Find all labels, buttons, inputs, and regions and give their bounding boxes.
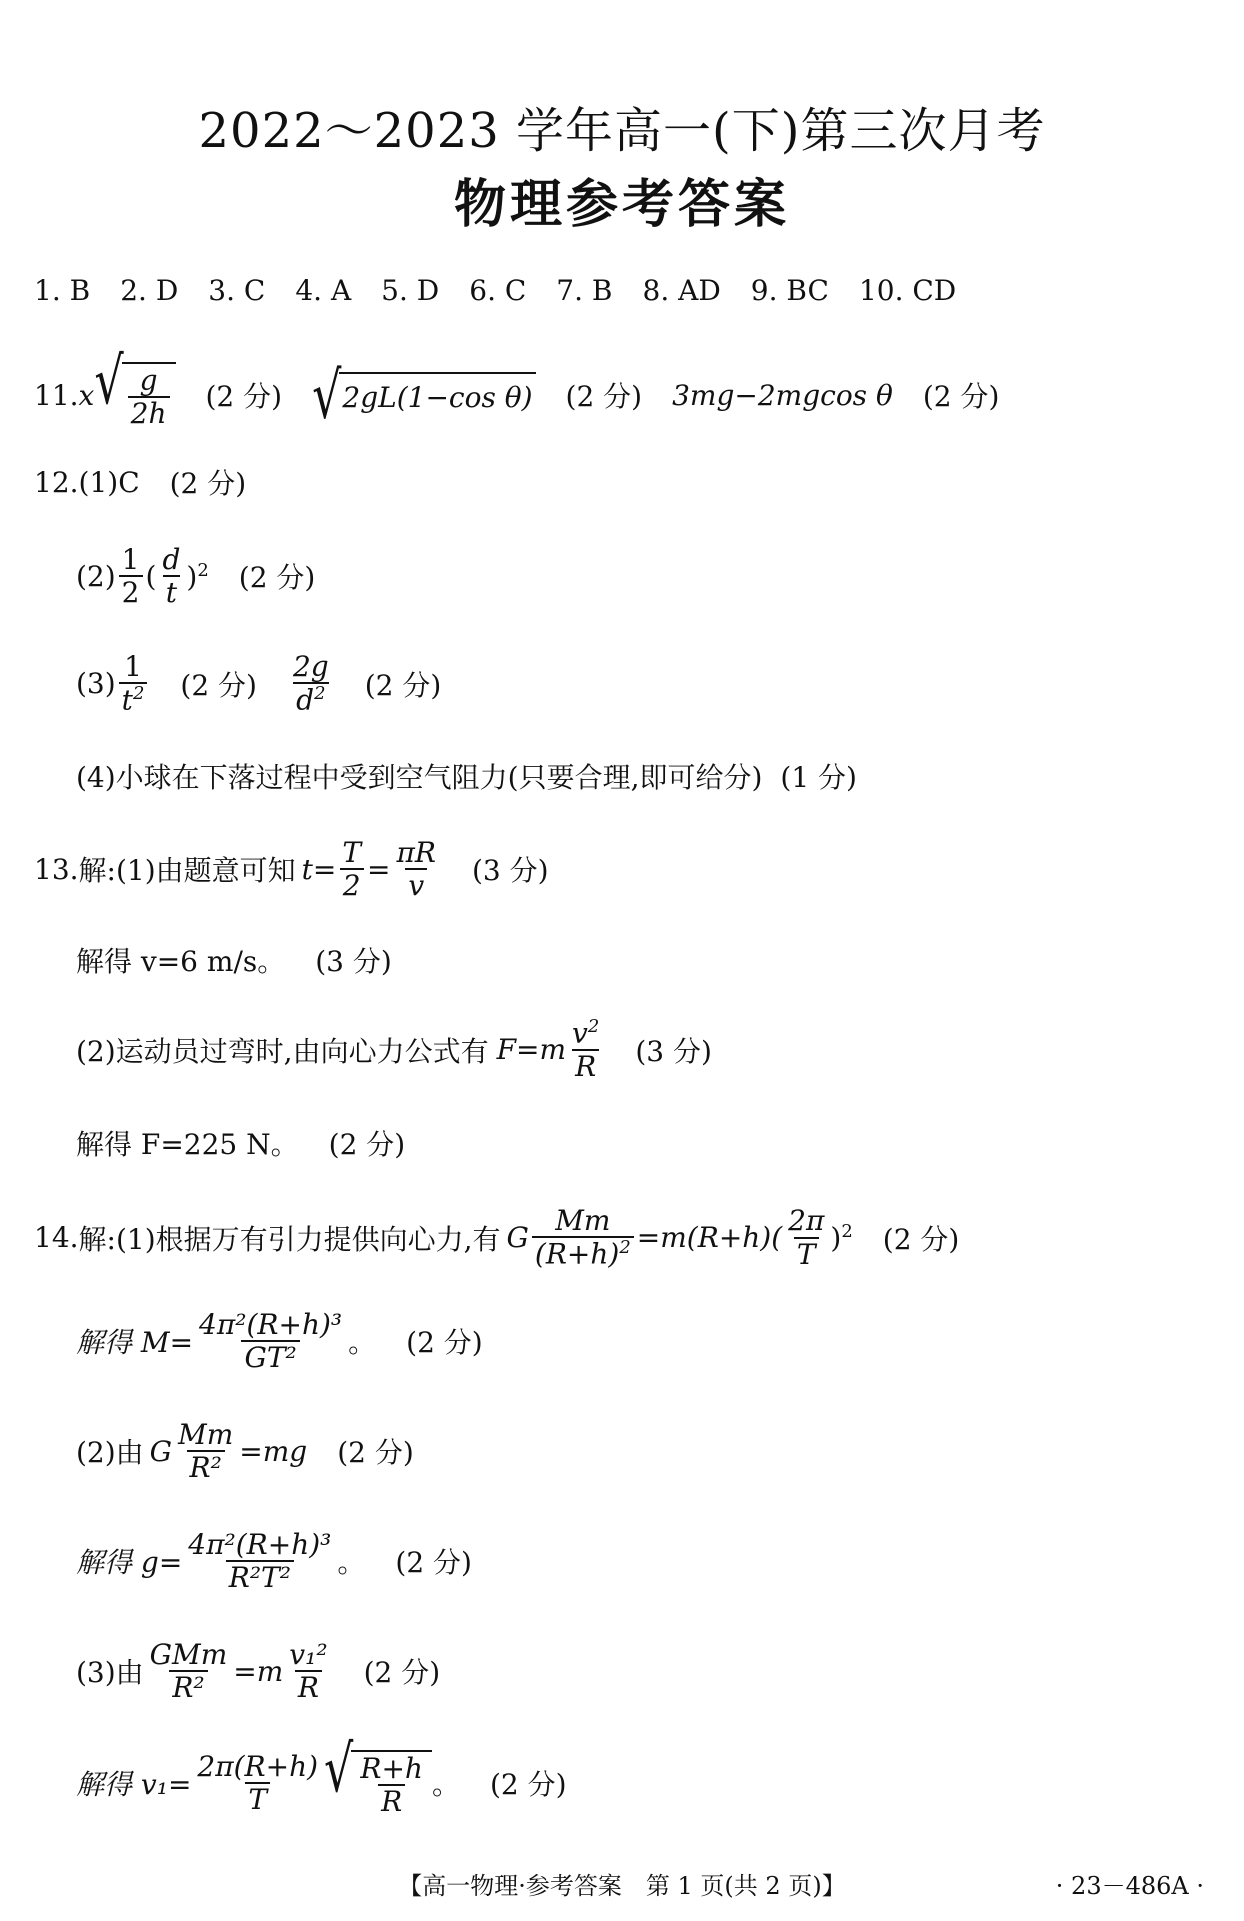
q12-part2-exp: 2 — [197, 559, 209, 581]
q11-score-2: (2 分) — [565, 380, 643, 414]
mc-answer: 3. C — [208, 274, 266, 307]
q13-F-eq: F=m — [496, 1033, 567, 1067]
q11-frac-den: 2h — [128, 396, 170, 428]
q14-line1-text: 解:(1)根据万有引力提供向心力,有 — [78, 1222, 501, 1256]
q14-line3-den: R² — [187, 1450, 225, 1482]
q14-line2-text: 解得 M= — [76, 1326, 194, 1360]
q12-part1-row — [34, 462, 246, 502]
mc-answer: 9. BC — [750, 274, 829, 307]
q14-line6-sqrt-num: R+h — [360, 1752, 423, 1785]
q14-line5 — [76, 1640, 440, 1703]
q11-score-1: (2 分) — [205, 380, 283, 414]
q12-part3-den: t — [121, 683, 133, 717]
q11-number: 11. — [34, 378, 79, 412]
q13-frac2-den: v — [405, 868, 427, 900]
q12-part3-b-num: 2g — [292, 650, 329, 683]
mc-answer: 10. CD — [858, 274, 957, 307]
q14-line2-score: (2 分) — [406, 1326, 483, 1360]
q14-line1 — [34, 1206, 959, 1269]
q14-line6-text: 解得 v₁= — [76, 1768, 192, 1802]
q14-line6-post: 。 — [431, 1768, 460, 1802]
q11-frac-num: g — [139, 364, 158, 397]
q14-Rh-exp: 2 — [619, 1237, 631, 1259]
q14-line3-G: G — [149, 1434, 173, 1468]
mc-answer: 6. C — [469, 274, 527, 307]
q14-line6-score: (2 分) — [489, 1768, 567, 1802]
q12-part1-score: (2 分) — [169, 467, 247, 500]
q13-line1 — [34, 838, 549, 901]
q12-part3-label: (3) — [76, 667, 116, 701]
q14-line3-text: (2)由 — [76, 1436, 144, 1470]
q13-v: v — [572, 1016, 588, 1050]
q14-line1-end: ) — [830, 1221, 842, 1255]
q14-line5-mid: =m — [233, 1654, 284, 1688]
q14-line1-endexp: 2 — [841, 1220, 853, 1242]
q12-part3-den-exp: 2 — [132, 683, 145, 705]
q13-line3-text: (2)运动员过弯时,由向心力公式有 — [76, 1034, 489, 1068]
q12-part4: (4)小球在下落过程中受到空气阻力(只要合理,即可给分) — [76, 761, 763, 794]
q12-part3-row — [76, 652, 441, 715]
q11-score-3: (2 分) — [922, 380, 1000, 414]
q14-line4 — [76, 1530, 472, 1593]
q13-v-exp: 2 — [587, 1016, 600, 1037]
q14-line4-text: 解得 g= — [76, 1546, 183, 1580]
q12-part2-label: (2) — [76, 559, 116, 593]
q14-line1-score: (2 分) — [882, 1222, 960, 1256]
q14-line5-num2: v₁² — [289, 1638, 328, 1671]
q14-line4-den: R²T² — [226, 1560, 294, 1592]
q13-line3 — [76, 1018, 712, 1081]
mc-answer: 8. AD — [642, 274, 721, 307]
q13-line2-score: (3 分) — [315, 945, 392, 978]
q12-part3-num: 1 — [124, 650, 142, 683]
q12-part2-d: d — [162, 543, 181, 576]
q14-line6-den: T — [245, 1782, 270, 1814]
q12-part2-score: (2 分) — [238, 561, 316, 595]
q11-sqrt-1: √ $\frac{g}{2h}$ — [94, 362, 175, 429]
q13-line3-score: (3 分) — [635, 1034, 712, 1068]
q13-frac1-den: 2 — [340, 868, 364, 900]
page-footer: 【高一物理·参考答案 第 1 页(共 2 页)】 — [398, 1872, 846, 1900]
q14-line1-mid: =m(R+h)( — [636, 1221, 783, 1255]
q14-line5-score: (2 分) — [363, 1656, 441, 1690]
q11-var-x: x — [78, 378, 95, 412]
q11-row — [34, 343, 1000, 434]
q13-frac2-num: πR — [396, 836, 436, 869]
q14-line3-post: =mg — [239, 1434, 308, 1468]
q14-line6-sqrt: √ $\frac{R+h}{R}$ — [324, 1750, 432, 1817]
q12-part4-row — [76, 756, 857, 796]
q11-answer-2: 2gL(1−cos θ) — [339, 372, 535, 418]
q14-line3-score: (2 分) — [337, 1436, 414, 1470]
q14-line5-text: (3)由 — [76, 1656, 144, 1690]
q13-eq: = — [367, 852, 391, 886]
q14-number: 14. — [34, 1221, 79, 1255]
q13-number: 13. — [34, 852, 79, 886]
q13-line4-text: 解得 F=225 N。 — [76, 1128, 299, 1161]
q12-part3-score1: (2 分) — [180, 668, 257, 702]
exam-title: 2022～2023 学年高一(下)第三次月考 — [198, 103, 1046, 159]
q14-line4-num: 4π²(R+h)³ — [188, 1528, 332, 1561]
q12-part1: (1)C — [78, 465, 140, 499]
q12-part2-half-den: 2 — [119, 575, 143, 607]
q13-line4-score: (2 分) — [328, 1128, 406, 1161]
q12-part2-half-num: 1 — [121, 543, 140, 576]
q14-Rh: (R+h) — [534, 1237, 620, 1271]
q13-t-eq: t= — [301, 852, 337, 886]
q13-line1-text: 解:(1)由题意可知 — [78, 854, 296, 888]
q12-part2-t: t — [163, 575, 180, 607]
mc-answer: 7. B — [556, 274, 613, 307]
mc-answer: 2. D — [120, 274, 179, 307]
q14-line6-num: 2π(R+h) — [197, 1750, 319, 1783]
answer-key-title: 物理参考答案 — [453, 174, 790, 235]
q13-frac1-num: T — [342, 836, 362, 869]
q14-line5-num: GMm — [149, 1638, 228, 1671]
q13-R: R — [572, 1049, 599, 1081]
q13-line2 — [76, 940, 392, 980]
mc-answer: 5. D — [381, 274, 440, 307]
q13-line2-text: 解得 v=6 m/s。 — [76, 945, 286, 978]
q14-line3-num: Mm — [178, 1418, 234, 1451]
q14-line2-den: GT² — [241, 1340, 299, 1372]
q14-line4-post: 。 — [337, 1546, 366, 1580]
q13-line4 — [76, 1123, 405, 1163]
q14-line6-sqrt-den: R — [378, 1784, 405, 1816]
q11-answer-3: 3mg−2mgcos θ — [672, 378, 893, 412]
q12-part3-score2: (2 分) — [364, 668, 442, 702]
mc-answer: 4. A — [295, 274, 352, 307]
q14-line4-score: (2 分) — [395, 1546, 472, 1580]
q14-line5-den: R² — [169, 1670, 207, 1702]
q14-line2 — [76, 1310, 483, 1373]
q14-T: T — [794, 1237, 819, 1269]
mc-answer: 1. B — [34, 274, 91, 307]
q12-number: 12. — [34, 465, 79, 499]
q12-part3-b-exp: 2 — [314, 683, 326, 705]
q14-G: G — [506, 1221, 529, 1255]
q14-Mm: Mm — [555, 1204, 611, 1237]
q14-line3 — [76, 1420, 414, 1483]
q13-line1-score: (3 分) — [472, 854, 549, 888]
q14-2pi: 2π — [788, 1204, 825, 1238]
paper-code: · 23－486A · — [1055, 1872, 1204, 1900]
q14-line2-num: 4π²(R+h)³ — [199, 1308, 343, 1341]
q14-line5-den2: R — [295, 1670, 322, 1702]
q11-sqrt-2: √ 2gL(1−cos θ) — [312, 372, 535, 418]
q14-line2-post: 。 — [348, 1326, 377, 1360]
mc-answers-row — [34, 274, 986, 307]
q12-part4-score: (1 分) — [780, 761, 857, 794]
q12-part3-b-den: d — [296, 683, 315, 717]
q12-part2-row: (2) $\frac{1}{2}$ ( $\frac{d}{t}$ )$^2$ (2 分) — [76, 543, 316, 610]
q14-line6 — [76, 1731, 567, 1819]
